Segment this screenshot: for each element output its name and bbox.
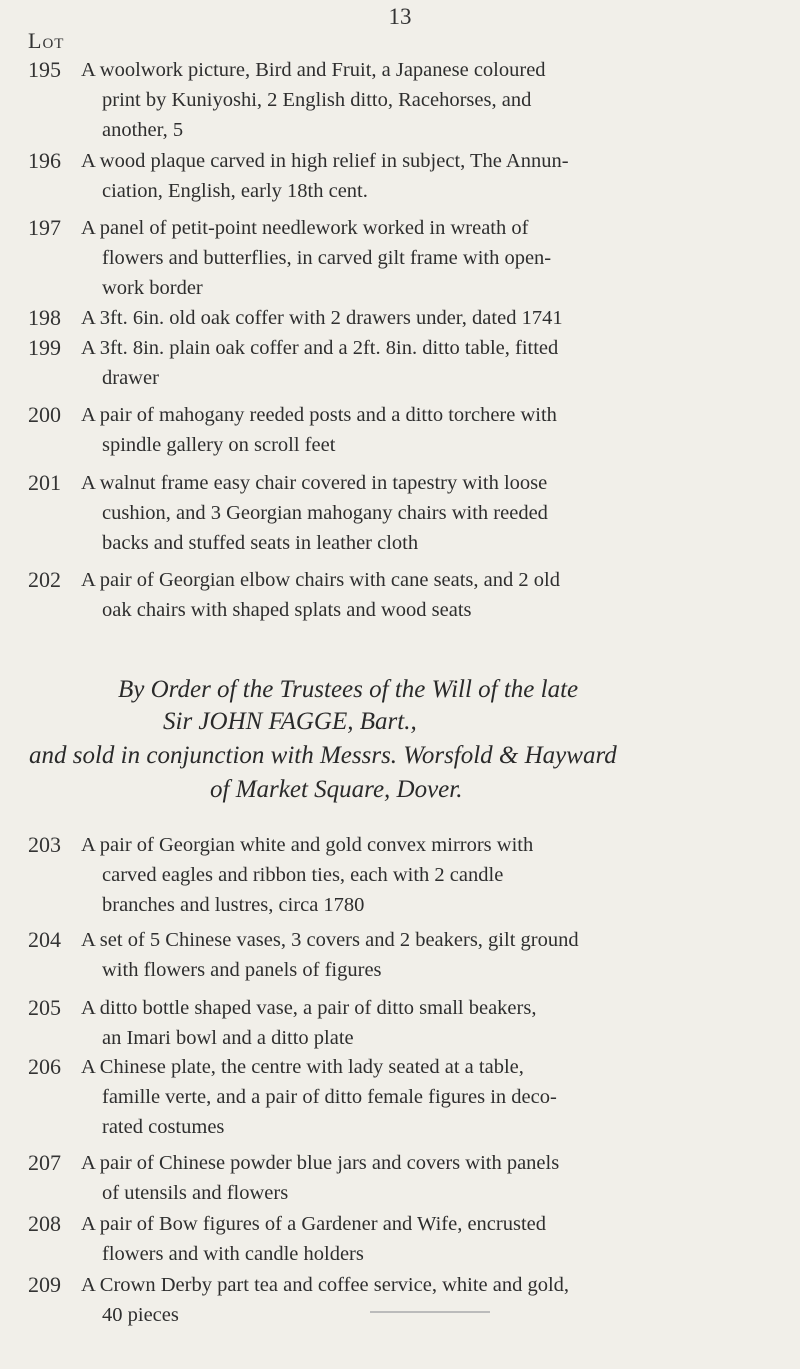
lot-description: A pair of Chinese powder blue jars and covers with panels of utensils and flowers: [81, 1152, 560, 1204]
lot-description: A wood plaque carved in high relief in subject, The Annun- ciation, English, early 18th cent.: [81, 150, 569, 202]
lot-description: A 3ft. 8in. plain oak coffer and a 2ft. 8in. ditto table, fitted drawer: [81, 337, 559, 389]
lot-number: 207: [28, 1150, 61, 1175]
lot-number: 203: [28, 832, 61, 857]
lot-number: 196: [28, 148, 61, 173]
lot-description: A pair of mahogany reeded posts and a ditto torchere with spindle gallery on scroll feet: [81, 404, 557, 456]
heading-line: By Order of the Trustees of the Will of the late: [118, 676, 579, 703]
heading-line: and sold in conjunction with Messrs. Worsfold & Hayward: [29, 742, 617, 769]
heading-line: Sir JOHN FAGGE, Bart.,: [163, 708, 417, 735]
lot-number: 202: [28, 567, 61, 592]
lot-description: A woolwork picture, Bird and Fruit, a Japanese coloured print by Kuniyoshi, 2 English ditto, Racehorses, and another, 5: [81, 59, 546, 141]
lot-description: A pair of Georgian white and gold convex mirrors with carved eagles and ribbon ties, each with 2 candle branches and lustres, circa 1780: [81, 834, 534, 916]
lot-description: A Crown Derby part tea and coffee service, white and gold, 40 pieces: [81, 1274, 570, 1326]
lot-column-header: Lot: [28, 28, 65, 53]
lot-description: A walnut frame easy chair covered in tapestry with loose cushion, and 3 Georgian mahogany chairs with reeded backs and stuffed seats in leather cloth: [81, 472, 548, 554]
lot-number: 209: [28, 1272, 61, 1297]
lot-description: A Chinese plate, the centre with lady seated at a table, famille verte, and a pair of ditto female figures in deco- rated costumes: [81, 1056, 557, 1138]
lot-description: A ditto bottle shaped vase, a pair of ditto small beakers, an Imari bowl and a ditto plate: [81, 997, 537, 1049]
lot-number: 197: [28, 215, 61, 240]
lot-number: 199: [28, 335, 61, 360]
divider-rule: [370, 1311, 490, 1313]
lot-number: 206: [28, 1054, 61, 1079]
page-number: 13: [388, 4, 412, 29]
lot-number: 208: [28, 1211, 61, 1236]
lot-description: A pair of Georgian elbow chairs with cane seats, and 2 old oak chairs with shaped splats and wood seats: [81, 569, 560, 621]
lot-number: 200: [28, 402, 61, 427]
lot-description: A 3ft. 6in. old oak coffer with 2 drawers under, dated 1741: [81, 307, 563, 329]
lot-number: 201: [28, 470, 61, 495]
lot-description: A pair of Bow figures of a Gardener and Wife, encrusted flowers and with candle holders: [81, 1213, 547, 1265]
lot-number: 205: [28, 995, 61, 1020]
lot-number: 198: [28, 305, 61, 330]
lot-description: A panel of petit-point needlework worked in wreath of flowers and butterflies, in carved gilt frame with open- work border: [81, 217, 552, 299]
heading-line: of Market Square, Dover.: [210, 776, 463, 803]
lot-number: 195: [28, 57, 61, 82]
lot-description: A set of 5 Chinese vases, 3 covers and 2 beakers, gilt ground with flowers and panels of figures: [81, 929, 579, 981]
lot-number: 204: [28, 927, 61, 952]
